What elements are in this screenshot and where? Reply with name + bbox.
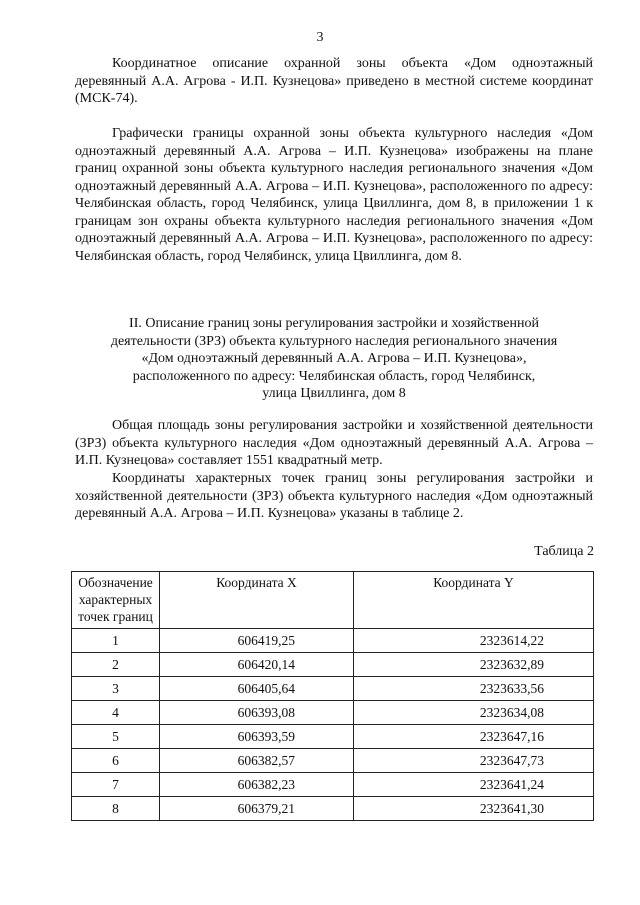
point-number: 8 [72,797,160,821]
section-heading-line: улица Цвиллинга, дом 8 [262,386,406,401]
point-number: 2 [72,653,160,677]
intro-paragraph-2: Графически границы охранной зоны объекта культурного наследия «Дом одноэтажный деревянный А.А. Агрова – И.П. Кузнецова» изображены на плане границ охранной зоны объекта культурного наследия регионального значения «Дом одноэтажный деревянный А.А. Агрова – И.П. Кузнецова», расположенного по адресу: Челябинская область, город Челябинск, улица Цвиллинга, дом 8, в приложении 1 к границам зон охраны объекта культурного наследия регионального значения «Дом одноэтажный деревянный А.А. Агрова – И.П. Кузнецова», расположенного по адресу: Челябинская область, город Челябинск, улица Цвиллинга, дом 8. [75,126,593,264]
table-row [72,653,594,677]
table-row [72,725,594,749]
section-heading-line: расположенного по адресу: Челябинская область, город Челябинск, [132,368,536,384]
header-point-label: Обозначение характерных точек границ [72,572,160,629]
header-coordinate-y: Координата Y [354,572,594,629]
point-number: 3 [72,677,160,701]
table-row [72,677,594,701]
page-number: 3 [316,30,324,45]
table-row [72,749,594,773]
section-heading-line: деятельности (ЗРЗ) объекта культурного наследия регионального значения [110,333,558,349]
coordinate-y: 2323647,16 [354,725,594,749]
table-header-row [72,572,594,629]
coordinate-y: 2323614,22 [354,629,594,653]
point-number: 7 [72,773,160,797]
intro-paragraph-1: Координатное описание охранной зоны объекта «Дом одноэтажный деревянный А.А. Агрова - И.П. Кузнецова» приведено в местной системе координат (МСК-74). [75,56,593,106]
coordinate-x: 606382,23 [160,773,354,797]
table-row [72,629,594,653]
coordinate-y: 2323634,08 [354,701,594,725]
section-heading [75,315,593,403]
coordinate-x: 606405,64 [160,677,354,701]
header-coordinate-x: Координата X [160,572,354,629]
coordinate-x: 606379,21 [160,797,354,821]
coordinate-x: 606382,57 [160,749,354,773]
point-number: 6 [72,749,160,773]
coordinate-x: 606420,14 [160,653,354,677]
coordinate-x: 606419,25 [160,629,354,653]
coordinate-y: 2323641,24 [354,773,594,797]
coordinate-y: 2323632,89 [354,653,594,677]
section-heading-line: II. Описание границ зоны регулирования застройки и хозяйственной [129,316,539,331]
coordinate-x: 606393,59 [160,725,354,749]
coordinate-y: 2323647,73 [354,749,594,773]
coordinates-table [71,571,594,821]
body-paragraph-1: Общая площадь зоны регулирования застройки и хозяйственной деятельности (ЗРЗ) объекта культурного наследия «Дом одноэтажный деревянный А.А. Агрова – И.П. Кузнецова» составляет 1551 квадратный метр. [75,418,593,468]
body-paragraph-2: Координаты характерных точек границ зоны регулирования застройки и хозяйственной деятельности (ЗРЗ) объекта культурного наследия «Дом одноэтажный деревянный А.А. Агрова – И.П. Кузнецова» указаны в таблице 2. [75,471,593,521]
coordinate-x: 606393,08 [160,701,354,725]
table-caption: Таблица 2 [534,544,594,559]
table-row [72,773,594,797]
section-heading-line: «Дом одноэтажный деревянный А.А. Агрова – И.П. Кузнецова», [141,351,527,366]
coordinate-y: 2323641,30 [354,797,594,821]
point-number: 4 [72,701,160,725]
coordinate-y: 2323633,56 [354,677,594,701]
table-row [72,701,594,725]
table-row [72,797,594,821]
point-number: 5 [72,725,160,749]
point-number: 1 [72,629,160,653]
